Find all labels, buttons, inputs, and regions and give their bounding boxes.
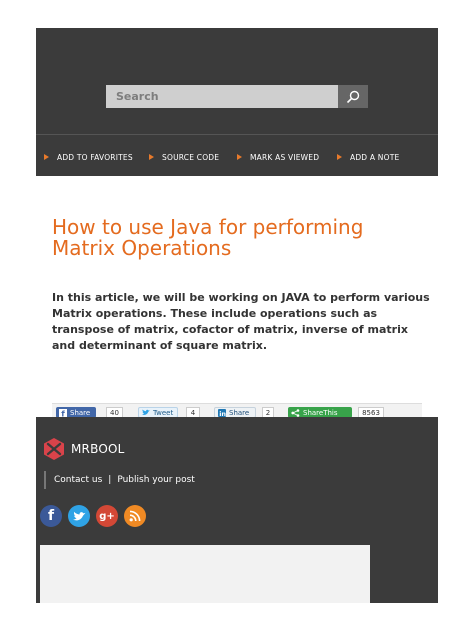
facebook-share-count: 40 — [106, 407, 123, 418]
arrow-right-icon — [149, 154, 154, 160]
footer — [36, 417, 438, 603]
arrow-right-icon — [44, 154, 49, 160]
action-label: SOURCE CODE — [162, 152, 220, 162]
linkedin-share-count: 2 — [262, 407, 274, 418]
action-label: ADD A NOTE — [350, 152, 400, 162]
svg-text:f: f — [61, 409, 65, 417]
svg-text:in: in — [219, 409, 226, 417]
mrbool-logo[interactable] — [42, 437, 125, 461]
link-separator: | — [108, 475, 112, 485]
facebook-social-link[interactable] — [40, 505, 62, 527]
footer-links — [44, 471, 195, 489]
facebook-icon: f — [47, 508, 55, 524]
publish-your-post-link[interactable]: Publish your post — [117, 475, 195, 485]
facebook-share-label: Share — [70, 408, 91, 417]
googleplus-icon: g+ — [99, 510, 115, 522]
contact-us-link[interactable]: Contact us — [54, 475, 103, 485]
share-bar — [52, 403, 422, 418]
source-code-link[interactable] — [149, 151, 219, 163]
header-divider — [36, 134, 438, 135]
rss-icon — [129, 510, 141, 522]
sharethis-icon — [291, 409, 300, 417]
facebook-icon — [59, 409, 67, 417]
add-to-favorites-link[interactable] — [44, 151, 133, 163]
twitter-icon — [73, 511, 86, 522]
mark-as-viewed-link[interactable] — [237, 151, 319, 163]
article-title: How to use Java for performing Matrix Operations — [52, 215, 364, 260]
add-a-note-link[interactable] — [337, 151, 399, 163]
sharethis-count: 8563 — [358, 407, 384, 418]
sharethis-label: ShareThis — [303, 408, 338, 417]
linkedin-share-label: Share — [229, 408, 250, 417]
googleplus-social-link[interactable] — [96, 505, 118, 527]
twitter-icon — [142, 409, 150, 416]
twitter-tweet-count: 4 — [186, 407, 200, 418]
action-label: MARK AS VIEWED — [250, 152, 320, 162]
article-summary: In this article, we will be working on JAVA to perform various Matrix operations. These include operations such as transpose of matrix, cofactor of matrix, inverse of matrix and determinant of square matrix. — [52, 291, 430, 352]
arrow-right-icon — [337, 154, 342, 160]
footer-content-box — [40, 545, 370, 603]
logo-text: MRBOOL — [71, 442, 125, 456]
arrow-right-icon — [237, 154, 242, 160]
search-input[interactable] — [106, 85, 340, 108]
linkedin-icon — [218, 409, 226, 417]
search-icon — [346, 90, 360, 104]
mrbool-logo-icon — [42, 437, 66, 461]
rss-social-link[interactable] — [124, 505, 146, 527]
twitter-social-link[interactable] — [68, 505, 90, 527]
twitter-tweet-label: Tweet — [153, 408, 174, 417]
action-bar — [36, 136, 438, 176]
header-panel — [36, 28, 438, 176]
search-button[interactable] — [338, 85, 368, 108]
action-label: ADD TO FAVORITES — [57, 152, 133, 162]
